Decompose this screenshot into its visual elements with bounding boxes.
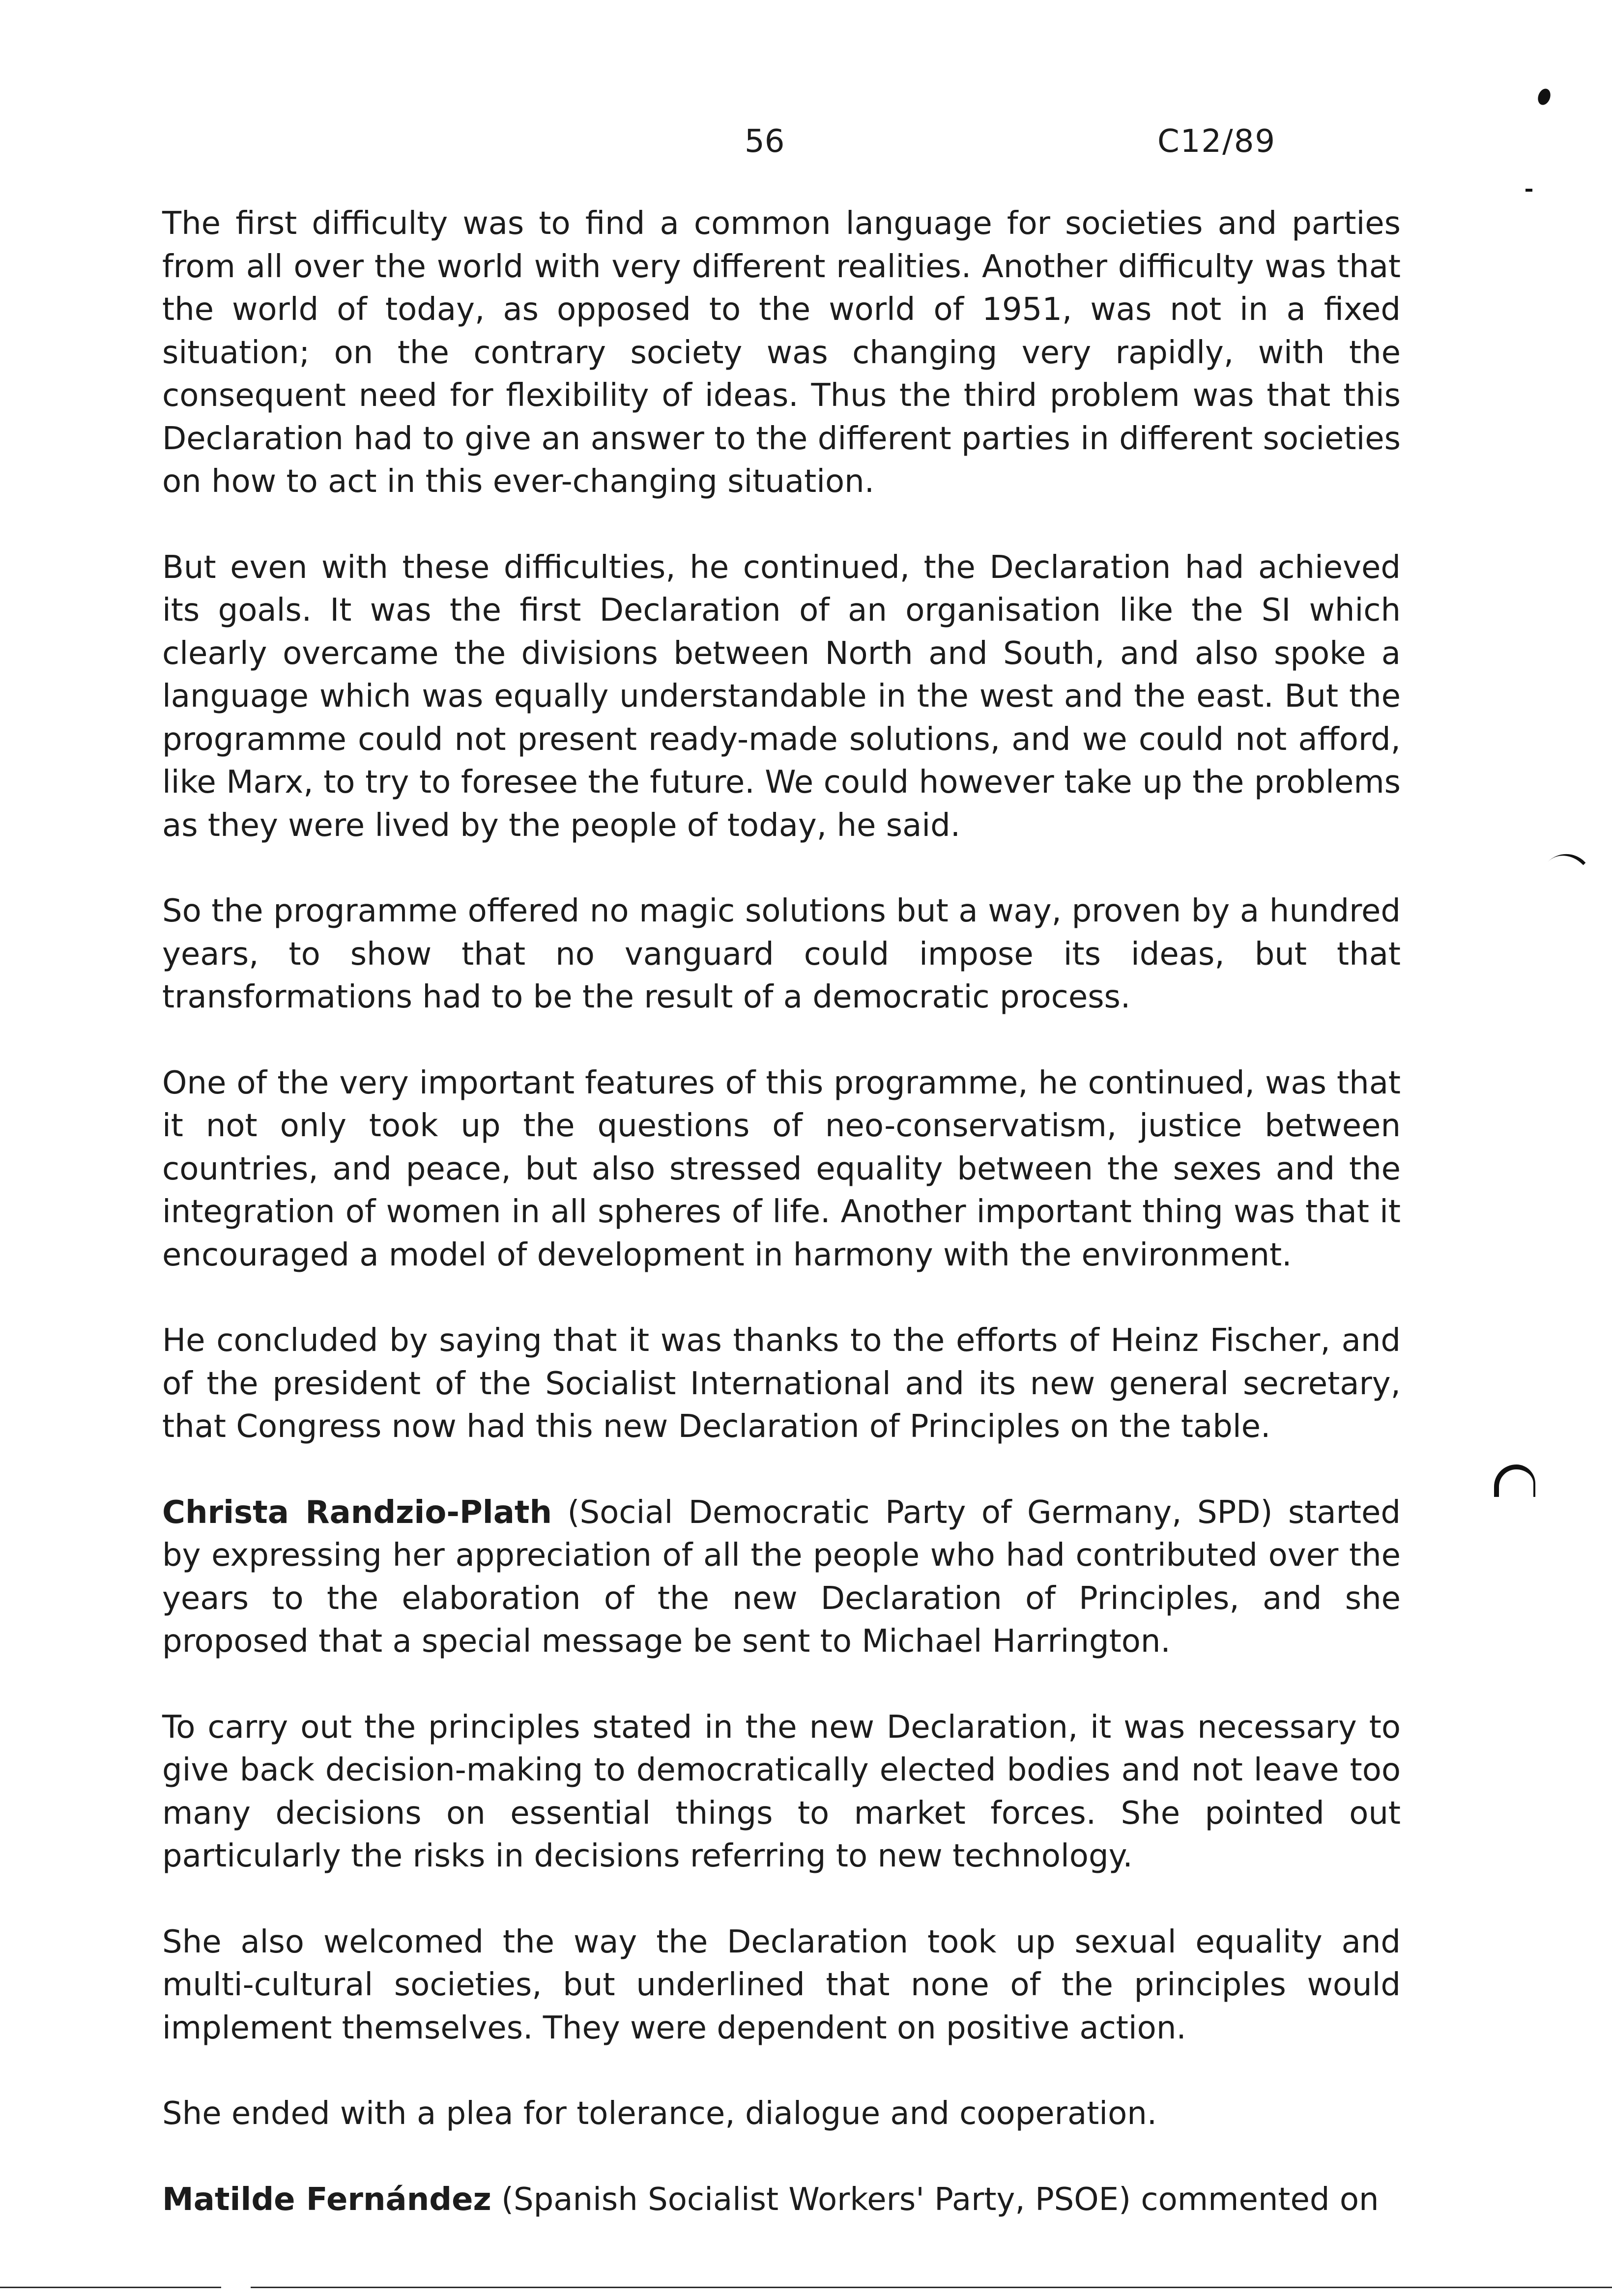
document-reference: C12/89 bbox=[1157, 123, 1276, 160]
page-number: 56 bbox=[745, 123, 785, 160]
paragraph-text: But even with these difficulties, he continued, the Declaration had achieved its goals. It was the first Declaration of an organisation like the SI which clearly overcame the divisions between North and South, and also spoke a language which was equally understandable in the west and the east. But the programme could not present ready-made solutions, and we could not afford, like Marx, to try to foresee the future. We could however take up the problems as they were lived by the people of today, he said. bbox=[162, 549, 1401, 844]
paragraph-text: (Social Democratic Party of Germany, SPD) started by expressing her appreciation of all the people who had contributed over the years to the elaboration of the new Declaration of Principles, and she proposed that a special message be sent to Michael Harrington. bbox=[162, 1494, 1401, 1660]
paragraph-text: One of the very important features of this programme, he continued, was that it not only took up the questions of neo-conservatism, justice between countries, and peace, but also stressed equality between the sexes and the integration of women in all spheres of life. Another important thing was that it encouraged a model of development in harmony with the environment. bbox=[162, 1064, 1401, 1273]
paragraph-text: The first difficulty was to find a common language for societies and parties from all over the world with very different realities. Another difficulty was that the world of today, as opposed to the world of 1951, was not in a fixed situation; on the contrary society was changing very rapidly, with the consequent need for flexibility of ideas. Thus the third problem was that this Declaration had to give an answer to the different parties in different societies on how to act in this ever-changing situation. bbox=[162, 205, 1401, 500]
paragraph-5 bbox=[162, 1320, 1401, 1449]
margin-arc-mark bbox=[1548, 843, 1585, 881]
document-body bbox=[162, 202, 1401, 2221]
paragraph-7 bbox=[162, 1706, 1401, 1878]
paragraph-6 bbox=[162, 1492, 1401, 1664]
margin-arc-mark bbox=[1494, 1464, 1535, 1497]
paragraph-2 bbox=[162, 546, 1401, 848]
paragraph-text: She ended with a plea for tolerance, dialogue and cooperation. bbox=[162, 2095, 1157, 2132]
paragraph-1 bbox=[162, 202, 1401, 504]
page-header bbox=[0, 117, 1612, 166]
margin-dot-mark bbox=[1536, 87, 1553, 107]
paragraph-text: He concluded by saying that it was thanks to the efforts of Heinz Fischer, and of the president of the Socialist International and its new general secretary, that Congress now had this new Declaration of Principles on the table. bbox=[162, 1322, 1401, 1445]
paragraph-text: To carry out the principles stated in the new Declaration, it was necessary to give back decision-making to democratically elected bodies and not leave too many decisions on essential things to market forces. She pointed out particularly the risks in decisions referring to new technology. bbox=[162, 1709, 1401, 1874]
paragraph-4 bbox=[162, 1062, 1401, 1277]
margin-tick-mark bbox=[1526, 189, 1532, 192]
paragraph-text: She also welcomed the way the Declaration took up sexual equality and multi-cultural societies, but underlined that none of the principles would implement themselves. They were dependent on positive action. bbox=[162, 1923, 1401, 2046]
paragraph-text: (Spanish Socialist Workers' Party, PSOE) commented on bbox=[491, 2181, 1379, 2218]
paragraph-9 bbox=[162, 2093, 1401, 2136]
bottom-rule-gap bbox=[221, 2287, 251, 2288]
paragraph-8 bbox=[162, 1921, 1401, 2050]
speaker-name: Christa Randzio-Plath bbox=[162, 1494, 552, 1531]
paragraph-10 bbox=[162, 2179, 1401, 2222]
paragraph-3 bbox=[162, 890, 1401, 1019]
paragraph-text: So the programme offered no magic solutions but a way, proven by a hundred years, to show that no vanguard could impose its ideas, but that transformations had to be the result of a democratic process. bbox=[162, 893, 1401, 1015]
speaker-name: Matilde Fernández bbox=[162, 2181, 491, 2218]
